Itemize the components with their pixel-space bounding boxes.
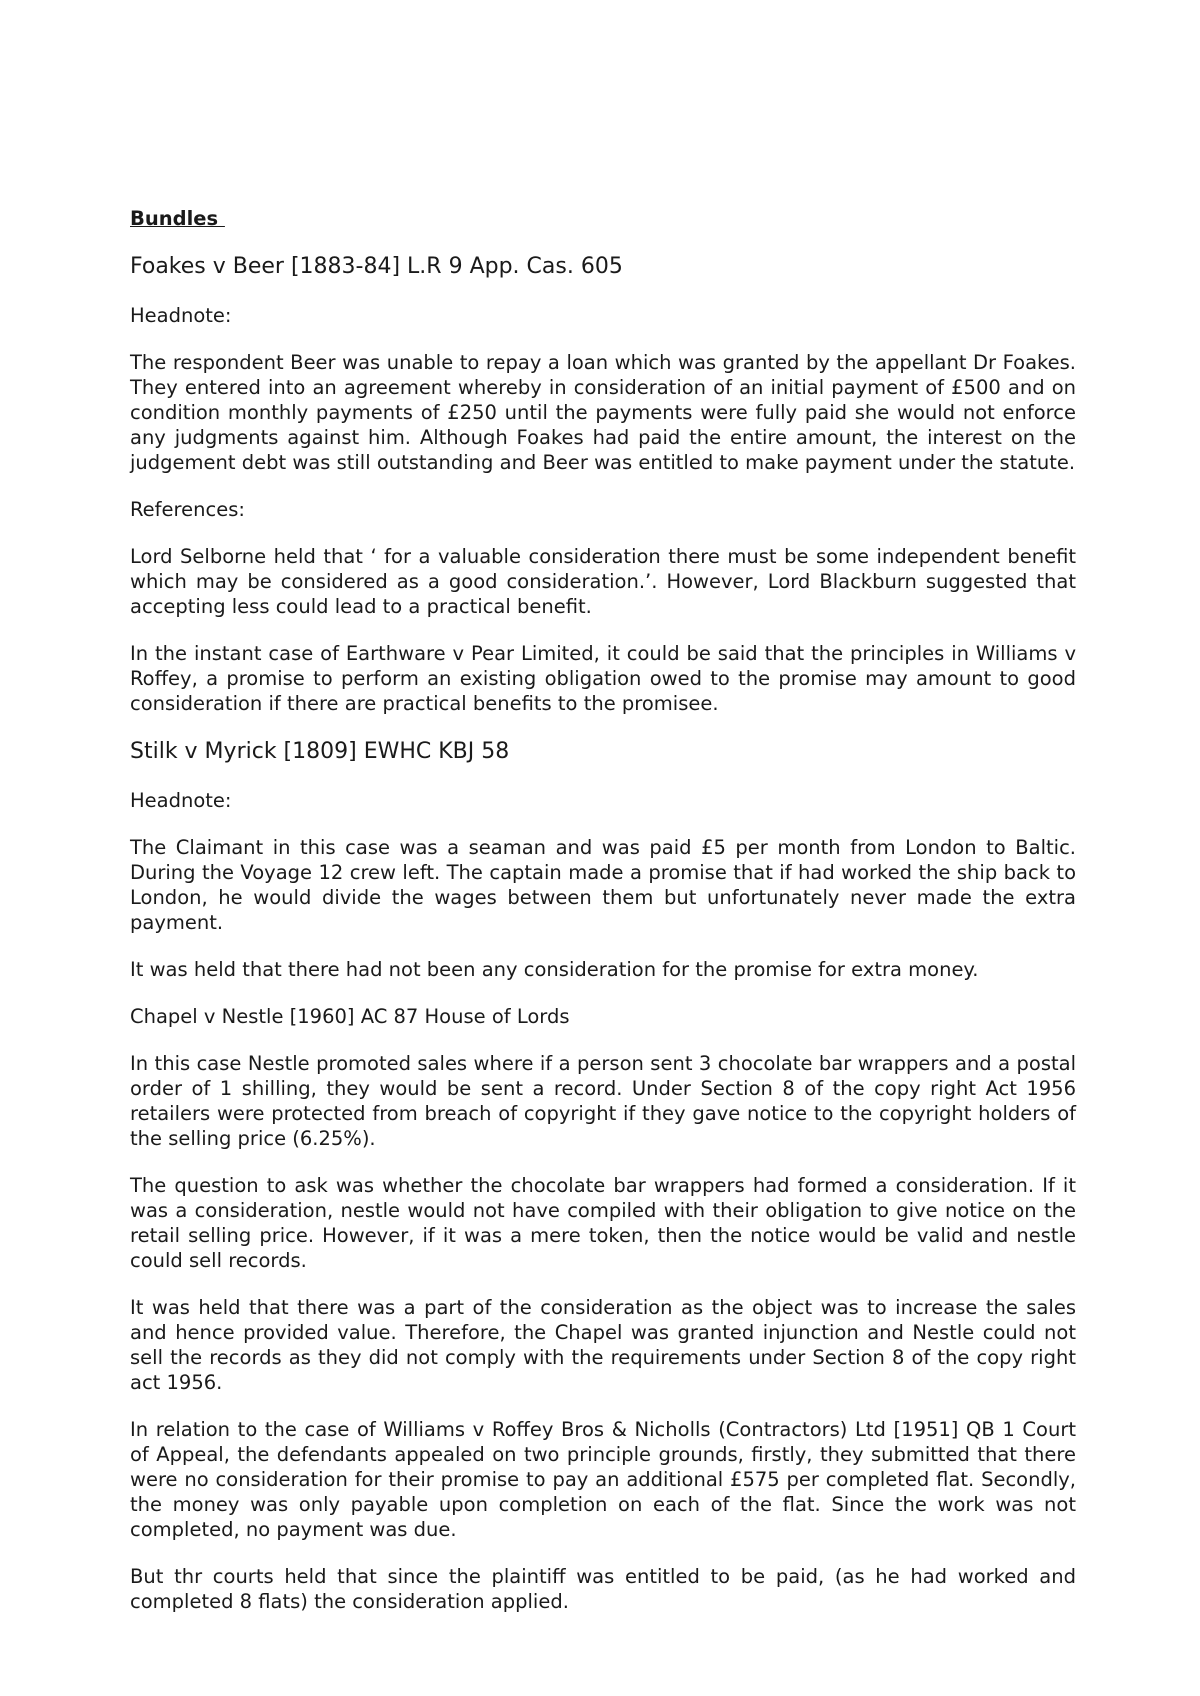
- body-paragraph: In relation to the case of Williams v Roffey Bros & Nicholls (Contractors) Ltd [1951] QB 1 Court of Appeal, the defendants appealed on two principle grounds, firstly, they submitted that there were no consideration for their promise to pay an additional £575 per completed flat. Secondly, the money was only payable upon completion on each of the flat. Since the work was not completed, no payment was due.: [130, 1418, 1076, 1541]
- body-paragraph: In this case Nestle promoted sales where if a person sent 3 chocolate bar wrappers and a postal order of 1 shilling, they would be sent a record. Under Section 8 of the copy right Act 1956 retailers were protected from breach of copyright if they gave notice to the copyright holders of the selling price (6.25%).: [130, 1052, 1076, 1150]
- references-label: References:: [130, 498, 245, 521]
- reference-paragraph: Lord Selborne held that ‘ for a valuable consideration there must be some independent benefit which may be considered as a good consideration.’. However, Lord Blackburn suggested that accepting less could lead to a practical benefit.: [130, 545, 1076, 618]
- body-paragraph: It was held that there was a part of the consideration as the object was to increase the sales and hence provided value. Therefore, the Chapel was granted injunction and Nestle could not sell the records as they did not comply with the requirements under Section 8 of the copy right act 1956.: [130, 1296, 1076, 1394]
- body-paragraph: The question to ask was whether the chocolate bar wrappers had formed a consideration. If it was a consideration, nestle would not have compiled with their obligation to give notice on the retail selling price. However, if it was a mere token, then the notice would be valid and nestle could sell records.: [130, 1174, 1076, 1272]
- document-page: [130, 206, 1076, 1636]
- headnote-paragraph: The respondent Beer was unable to repay a loan which was granted by the appellant Dr Foakes. They entered into an agreement whereby in consideration of an initial payment of £500 and on condition monthly payments of £250 until the payments were fully paid she would not enforce any judgments against him. Although Foakes had paid the entire amount, the interest on the judgement debt was still outstanding and Beer was entitled to make payment under the statute.: [130, 351, 1076, 474]
- case-title-foakes-v-beer: Foakes v Beer [1883-84] L.R 9 App. Cas. 605: [130, 254, 623, 279]
- reference-paragraph: In the instant case of Earthware v Pear Limited, it could be said that the principles in Williams v Roffey, a promise to perform an existing obligation owed to the promise may amount to good consideration if there are practical benefits to the promisee.: [130, 642, 1076, 715]
- headnote-paragraph: The Claimant in this case was a seaman and was paid £5 per month from London to Baltic. During the Voyage 12 crew left. The captain made a promise that if had worked the ship back to London, he would divide the wages between them but unfortunately never made the extra payment.: [130, 836, 1076, 934]
- document-heading: Bundles: [130, 207, 225, 230]
- headnote-label: Headnote:: [130, 304, 232, 327]
- body-paragraph: But thr courts held that since the plaintiff was entitled to be paid, (as he had worked and completed 8 flats) the consideration applied.: [130, 1565, 1076, 1613]
- headnote-label: Headnote:: [130, 789, 232, 812]
- case-title-stilk-v-myrick: Stilk v Myrick [1809] EWHC KBJ 58: [130, 739, 510, 764]
- holding-paragraph: It was held that there had not been any consideration for the promise for extra money.: [130, 958, 979, 981]
- case-title-chapel-v-nestle: Chapel v Nestle [1960] AC 87 House of Lords: [130, 1005, 570, 1028]
